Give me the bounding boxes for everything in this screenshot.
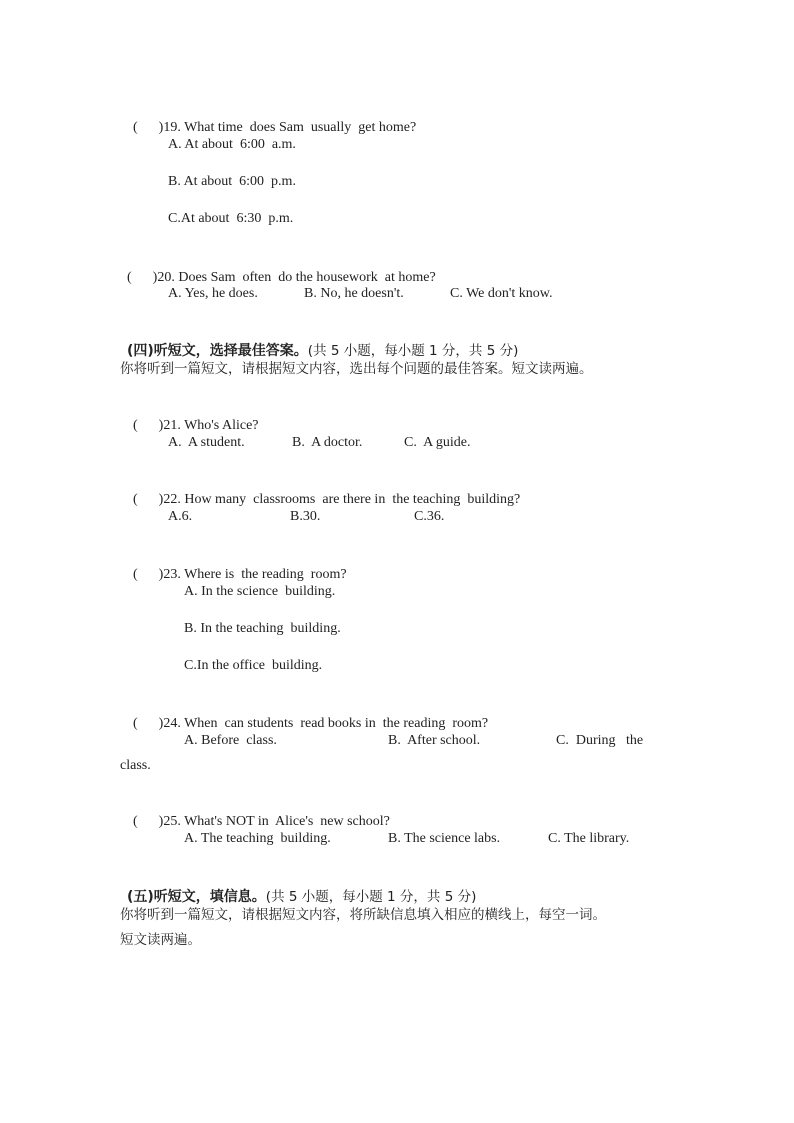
q22-option-b: B.30. <box>290 509 321 524</box>
q24-option-c-continuation: class. <box>120 758 151 773</box>
answer-bracket[interactable]: ( ) <box>133 716 164 731</box>
question-25 <box>126 792 390 832</box>
question-text: 21. Who's Alice? <box>163 418 259 433</box>
q24-option-b: B. After school. <box>388 733 481 748</box>
q22-option-a: A.6. <box>168 509 193 524</box>
question-20 <box>120 248 436 288</box>
q25-option-b: B. The science labs. <box>388 831 501 846</box>
q19-option-a: A. At about 6:00 a.m. <box>168 137 296 152</box>
answer-bracket[interactable]: ( ) <box>133 567 164 582</box>
question-text: 22. How many classrooms are there in the teaching building? <box>163 492 521 507</box>
question-23 <box>126 545 347 585</box>
q24-option-a: A. Before class. <box>184 733 277 748</box>
section-note: (共 5 小题，每小题 1 分，共 5 分) <box>307 343 519 359</box>
question-text: 25. What's NOT in Alice's new school? <box>163 814 390 829</box>
answer-bracket[interactable]: ( ) <box>133 418 164 433</box>
q25-option-a: A. The teaching building. <box>184 831 331 846</box>
q20-option-c: C. We don't know. <box>450 286 553 301</box>
question-19 <box>126 98 416 138</box>
q20-option-a: A. Yes, he does. <box>168 286 258 301</box>
q21-option-a: A. A student. <box>168 435 245 450</box>
question-text: 24. When can students read books in the reading room? <box>163 716 489 731</box>
q24-option-c: C. During the <box>556 733 644 748</box>
q20-option-b: B. No, he doesn't. <box>304 286 404 301</box>
q21-option-c: C. A guide. <box>404 435 471 450</box>
answer-bracket[interactable]: ( ) <box>133 814 164 829</box>
q19-option-b: B. At about 6:00 p.m. <box>168 174 296 189</box>
q21-option-b: B. A doctor. <box>292 435 363 450</box>
answer-bracket[interactable]: ( ) <box>127 270 158 285</box>
section-5-instruction-line-2: 短文读两遍。 <box>120 932 201 948</box>
q23-option-b: B. In the teaching building. <box>184 621 341 636</box>
q23-option-c: C.In the office building. <box>184 658 323 673</box>
question-text: 20. Does Sam often do the housework at home? <box>157 270 436 285</box>
q22-option-c: C.36. <box>414 509 445 524</box>
question-22 <box>126 470 520 510</box>
answer-bracket[interactable]: ( ) <box>133 492 164 507</box>
section-5-header <box>120 867 476 908</box>
answer-bracket[interactable]: ( ) <box>133 120 164 135</box>
q25-option-c: C. The library. <box>548 831 630 846</box>
section-4-header <box>120 321 518 362</box>
question-text: 19. What time does Sam usually get home? <box>163 120 417 135</box>
question-21 <box>126 396 259 436</box>
section-title: (四)听短文，选择最佳答案。 <box>127 343 308 359</box>
section-4-instruction: 你将听到一篇短文，请根据短文内容，选出每个问题的最佳答案。短文读两遍。 <box>120 361 593 377</box>
section-title: (五)听短文，填信息。 <box>127 889 266 905</box>
q19-option-c: C.At about 6:30 p.m. <box>168 211 294 226</box>
section-note: (共 5 小题，每小题 1 分，共 5 分) <box>265 889 477 905</box>
q23-option-a: A. In the science building. <box>184 584 336 599</box>
section-5-instruction-line-1: 你将听到一篇短文，请根据短文内容，将所缺信息填入相应的横线上，每空一词。 <box>120 907 606 923</box>
question-text: 23. Where is the reading room? <box>163 567 347 582</box>
question-24 <box>126 694 488 734</box>
